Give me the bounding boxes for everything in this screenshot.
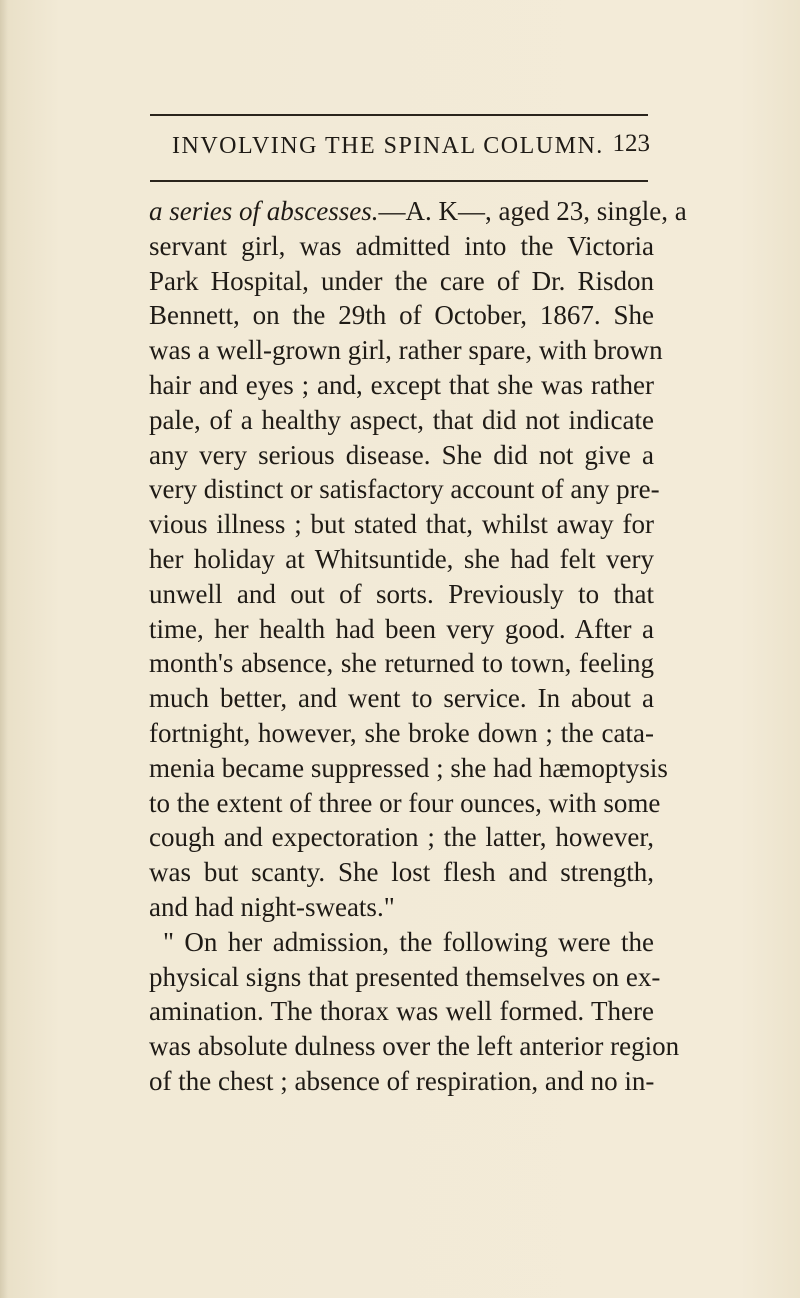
text-line: fortnight, however, she broke down ; the cata- xyxy=(149,717,654,748)
series-title: a series of abscesses. xyxy=(149,196,379,226)
text-line: much better, and went to service. In about a xyxy=(149,683,654,714)
text-line: cough and expectoration ; the latter, however, xyxy=(149,822,654,853)
text-line: was absolute dulness over the left anterior region xyxy=(149,1031,680,1062)
text-line: menia became suppressed ; she had hæmoptysis xyxy=(149,752,668,783)
text-line: was but scanty. She lost flesh and strength, xyxy=(149,857,654,888)
page-number: 123 xyxy=(612,130,650,157)
running-head: INVOLVING THE SPINAL COLUMN. xyxy=(172,133,604,159)
header-rule xyxy=(150,180,648,182)
text-line: very distinct or satisfactory account of any pre- xyxy=(149,474,660,505)
text-line: unwell and out of sorts. Previously to that xyxy=(149,578,654,609)
text-line: her holiday at Whitsuntide, she had felt very xyxy=(149,543,654,574)
text-line: vious illness ; but stated that, whilst away for xyxy=(149,509,654,540)
text-line: and had night-sweats." xyxy=(149,891,395,922)
text-line: any very serious disease. She did not give a xyxy=(149,439,654,470)
text-line: Park Hospital, under the care of Dr. Risdon xyxy=(149,265,654,296)
text-line: hair and eyes ; and, except that she was rather xyxy=(149,369,654,400)
text-line: time, her health had been very good. After a xyxy=(149,613,654,644)
page-header xyxy=(150,130,650,164)
text-line: servant girl, was admitted into the Victoria xyxy=(149,230,654,261)
text-line: of the chest ; absence of respiration, and no in- xyxy=(149,1065,655,1096)
line-text: —A. K—, aged 23, single, a xyxy=(378,196,687,226)
page-edge-shadow xyxy=(0,0,8,1298)
text-line: physical signs that presented themselves on ex- xyxy=(149,961,661,992)
text-line: " On her admission, the following were the xyxy=(163,926,654,957)
text-line: was a well-grown girl, rather spare, with brown xyxy=(149,335,663,366)
text-line: Bennett, on the 29th of October, 1867. She xyxy=(149,300,654,331)
text-line: to the extent of three or four ounces, with some xyxy=(149,787,661,818)
top-rule xyxy=(150,114,648,116)
text-line: month's absence, she returned to town, feeling xyxy=(149,648,654,679)
body-text xyxy=(149,194,687,1099)
text-line: amination. The thorax was well formed. There xyxy=(149,996,654,1027)
text-line: pale, of a healthy aspect, that did not indicate xyxy=(149,404,654,435)
text-line xyxy=(149,194,687,229)
